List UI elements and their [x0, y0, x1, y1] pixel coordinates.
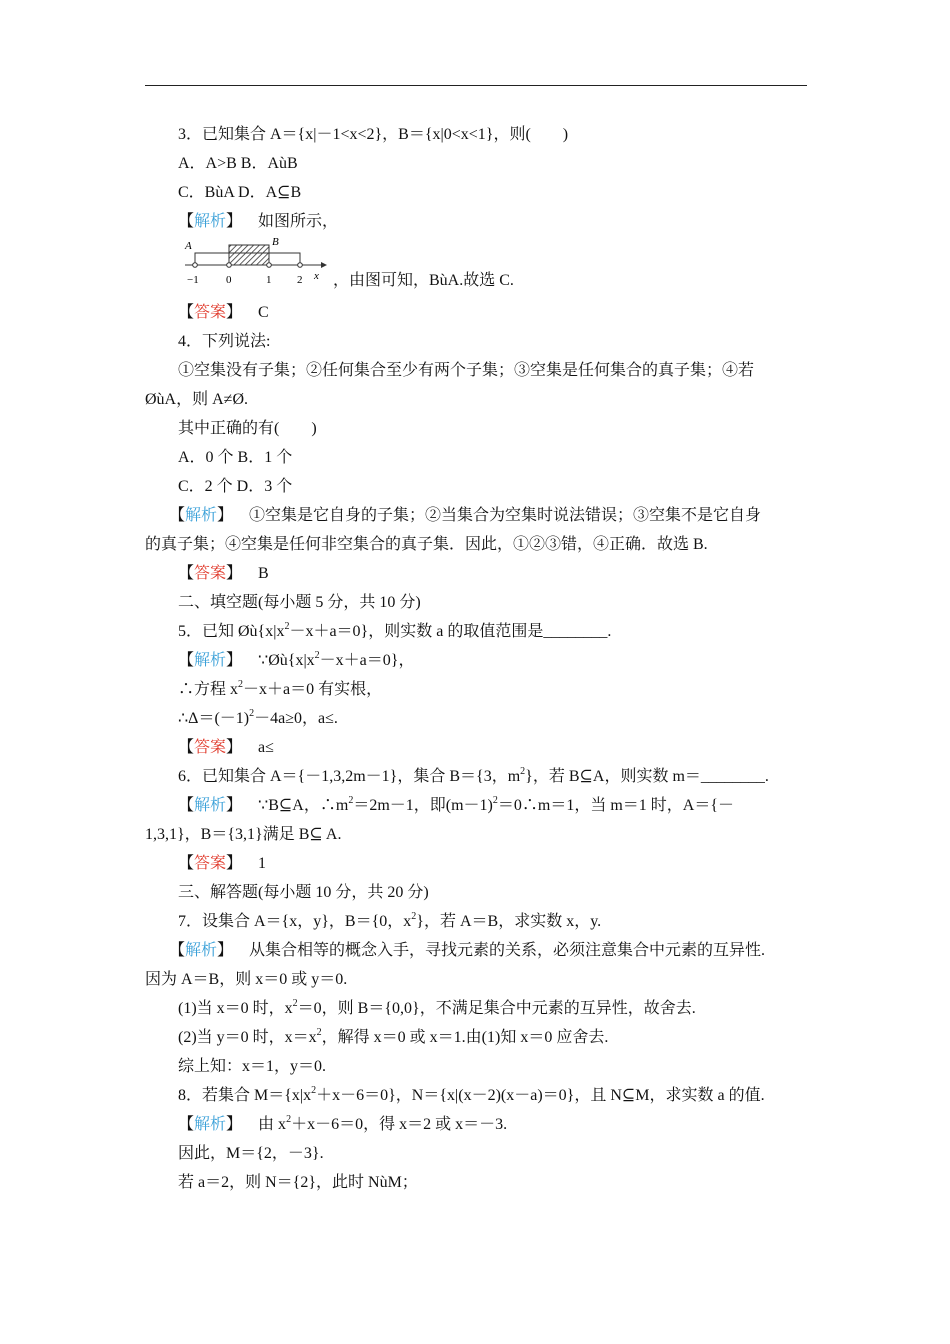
label-b: B	[272, 236, 279, 248]
tick-neg1: −1	[187, 274, 199, 286]
analysis-label: 解析	[194, 652, 227, 669]
q4-answer: 【答案】 B	[178, 565, 269, 582]
q8-stem: 8．若集合 $M=\{x|x^2+x-6=0\}$，N＝{x|(x－2)(x－a)＝0}，且 N⊆M，求实数 a 的值.	[178, 1084, 765, 1104]
analysis-label: 解析	[194, 797, 227, 814]
tick-2: 2	[297, 274, 303, 286]
q4-options-cd: C．2 个 D．3 个	[178, 478, 293, 495]
q7-analysis-4: (2)当 y＝0 时，$x=x^2$，解得 x＝0 或 x＝1.由(1)知 x＝0 应舍去.	[178, 1026, 609, 1046]
q6-stem: 6．已知集合 A＝{－1,3,2m－1}，集合 B＝{3，$m^2$}，若 B⊆A，则实数 m＝________.	[178, 765, 769, 785]
q3-answer: 【答案】 C	[178, 304, 269, 321]
q3-figure-line	[145, 236, 810, 298]
answer-label: 答案	[194, 304, 227, 321]
q7-analysis-1: 【解析】 从集合相等的概念入手，寻找元素的关系，必须注意集合中元素的互异性.	[169, 942, 766, 959]
q4-ask: 其中正确的有( )	[178, 420, 317, 437]
set-b-hatched-region	[229, 245, 269, 265]
q3-options-ab: A．A>B B．AùB	[178, 155, 298, 172]
analysis-label: 解析	[185, 507, 218, 524]
q4-statements-1: ①空集没有子集；②任何集合至少有两个子集；③空集是任何集合的真子集；④若	[178, 362, 755, 379]
q8-analysis-2: 因此，M＝{2，－3}.	[178, 1145, 324, 1162]
answer-label: 答案	[194, 739, 227, 756]
axis-arrow	[321, 262, 327, 268]
q4-analysis-2: 的真子集；④空集是任何非空集合的真子集．因此，①②③错，④正确．故选 B.	[145, 536, 708, 553]
q4-stem: 4．下列说法:	[178, 333, 271, 350]
q6-analysis-1: 【解析】 ∵B⊆A，$\therefore m^2=2m-1$，即$(m-1)^2=0\therefore m=1$，当 m＝1 时，A＝{－	[178, 794, 735, 814]
analysis-label: 解析	[194, 213, 227, 230]
number-line-figure	[183, 236, 328, 296]
answer-label: 答案	[194, 855, 227, 872]
point-neg1	[193, 263, 198, 268]
q5-stem: 5．已知 $Øù\{x|x^2-x+a=0\}$，则实数 a 的取值范围是________.	[178, 620, 612, 640]
q4-statements-2: ØùA，则 A≠Ø.	[145, 391, 249, 408]
q4-options-ab: A．0 个 B．1 个	[178, 449, 293, 466]
document-body	[145, 120, 810, 1197]
q6-answer: 【答案】 1	[178, 855, 267, 872]
point-0	[227, 263, 232, 268]
point-2	[298, 263, 303, 268]
analysis-label: 解析	[194, 1116, 227, 1133]
q3-stem: 3．已知集合 A＝{x|－1<x<2}，B＝{x|0<x<1}，则( )	[178, 126, 569, 143]
q7-analysis-2: 因为 A＝B，则 x＝0 或 y＝0.	[145, 971, 348, 988]
q8-analysis-1: 【解析】 由 $x^2+x-6=0$，得 x＝2 或 x＝－3.	[178, 1113, 508, 1133]
point-1	[267, 263, 272, 268]
axis-label-x: x	[314, 270, 319, 282]
q5-answer: 【答案】 a≤	[178, 739, 274, 756]
tick-0: 0	[226, 274, 232, 286]
q6-analysis-2: 1,3,1}，B＝{3,1}满足 B⊆ A.	[145, 826, 342, 843]
label-a: A	[185, 240, 192, 252]
section-fill-in: 二、填空题(每小题 5 分，共 10 分)	[178, 594, 421, 611]
q5-analysis: 【解析】 $\because Øù\{x|x^2-x+a=0\}$，	[178, 649, 415, 669]
header-rule	[145, 85, 807, 86]
tick-1: 1	[266, 274, 272, 286]
q3-options-cd: C．BùA D．A⊆B	[178, 184, 302, 201]
section-solutions: 三、解答题(每小题 10 分，共 20 分)	[178, 884, 429, 901]
q7-stem: 7．设集合 A＝{x，y}，B＝{0，$x^2$}，若 A＝B，求实数 x，y.	[178, 910, 602, 930]
q3-figure-conclusion: ，由图可知，BùA.故选 C.	[333, 272, 514, 289]
analysis-label: 解析	[185, 942, 218, 959]
q5-analysis-2: ∴方程 $x^2-x+a=0$ 有实根，	[178, 678, 383, 698]
q7-conclusion: 综上知：x＝1，y＝0.	[178, 1058, 327, 1075]
q7-analysis-3: (1)当 x＝0 时，$x^2=0$，则 B＝{0,0}，不满足集合中元素的互异性，故舍去.	[178, 997, 696, 1017]
q4-analysis-1: 【解析】 ①空集是它自身的子集；②当集合为空集时说法错误；③空集不是它自身	[169, 507, 762, 524]
q5-analysis-3: $\therefore\Delta=(-1)^2-4a\ge 0$，a≤.	[178, 707, 338, 727]
q3-analysis: 【解析】 如图所示，	[178, 213, 339, 230]
q8-analysis-3: 若 a＝2，则 N＝{2}，此时 NùM；	[178, 1174, 418, 1191]
answer-label: 答案	[194, 565, 227, 582]
